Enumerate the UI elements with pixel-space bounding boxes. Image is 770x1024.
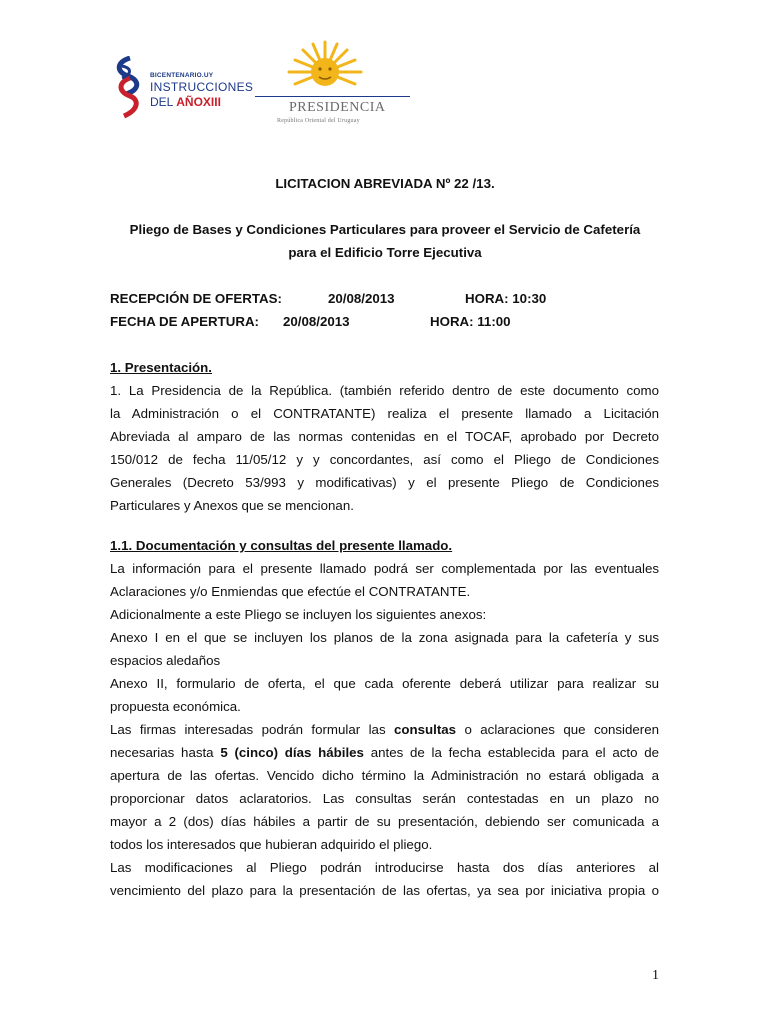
section11-heading: 1.1. Documentación y consultas del presente llamado. bbox=[110, 538, 453, 553]
paragraph-line: 150/012 de fecha 11/05/12 y y concordantes, así como el Pliego de Condiciones bbox=[110, 452, 659, 467]
presidencia-logo bbox=[255, 40, 420, 135]
paragraph-line: Particulares y Anexos que se mencionan. bbox=[110, 498, 354, 513]
header-logos bbox=[110, 40, 420, 140]
section11-paragraph bbox=[110, 557, 659, 902]
sun-icon bbox=[285, 40, 365, 100]
dias-habiles-bold: 5 (cinco) días hábiles bbox=[220, 745, 364, 760]
presidencia-rule bbox=[255, 96, 410, 98]
paragraph-line: apertura de las ofertas. Vencido dicho término la Administración no estará obligada a bbox=[110, 768, 659, 783]
bicentenario-year: AÑOXIII bbox=[176, 95, 221, 109]
bicentenario-big-text: INSTRUCCIONES bbox=[150, 80, 254, 94]
paragraph-line: Aclaraciones y/o Enmiendas que efectúe el CONTRATANTE. bbox=[110, 584, 471, 599]
paragraph-line-consultas: Las firmas interesadas podrán formular las consultas o aclaraciones que consideren bbox=[110, 722, 659, 737]
reception-time: HORA: 10:30 bbox=[465, 291, 547, 306]
paragraph-line: Anexo II, formulario de oferta, el que cada oferente deberá utilizar para realizar su bbox=[110, 676, 659, 691]
paragraph-line: Las modificaciones al Pliego podrán introducirse hasta dos días anteriores al bbox=[110, 860, 659, 875]
opening-label: FECHA DE APERTURA: bbox=[110, 314, 259, 329]
section1-heading: 1. Presentación. bbox=[110, 360, 212, 375]
opening-date: 20/08/2013 bbox=[283, 314, 350, 329]
paragraph-line: Adicionalmente a este Pliego se incluyen los siguientes anexos: bbox=[110, 607, 487, 622]
paragraph-line: mayor a 2 (dos) días hábiles a partir de su presentación, debiendo ser comunicada a bbox=[110, 814, 659, 829]
consultas-bold: consultas bbox=[394, 722, 457, 737]
bicentenario-small-text: BICENTENARIO.UY bbox=[150, 72, 214, 79]
paragraph-line: proporcionar datos aclaratorios. Las consultas serán contestadas en un plazo no bbox=[110, 791, 659, 806]
paragraph-line: La información para el presente llamado podrá ser complementada por las eventuales bbox=[110, 561, 659, 576]
paragraph-line-dias: necesarias hasta 5 (cinco) días hábiles antes de la fecha establecida para el acto de bbox=[110, 745, 659, 760]
document-subtitle-line1: Pliego de Bases y Condiciones Particulares para proveer el Servicio de Cafetería bbox=[129, 222, 641, 237]
document-title: LICITACION ABREVIADA Nº 22 /13. bbox=[275, 176, 495, 191]
page-number: 1 bbox=[652, 968, 659, 983]
paragraph-line: propuesta económica. bbox=[110, 699, 241, 714]
reception-date: 20/08/2013 bbox=[328, 291, 395, 306]
paragraph-line: vencimiento del plazo para la presentación de las ofertas, ya sea por iniciativa propia o bbox=[110, 883, 659, 898]
paragraph-line: espacios aledaños bbox=[110, 653, 221, 668]
document-subtitle-line2: para el Edificio Torre Ejecutiva bbox=[288, 245, 482, 260]
paragraph-line: Generales (Decreto 53/993 y modificativas) y el presente Pliego de Condiciones bbox=[110, 475, 659, 490]
presidencia-title: PRESIDENCIA bbox=[289, 100, 386, 115]
opening-time: HORA: 11:00 bbox=[430, 314, 511, 329]
paragraph-line: 1. La Presidencia de la República. (también referido dentro de este documento como bbox=[110, 383, 659, 398]
bicentenario-mark-icon bbox=[110, 56, 144, 120]
paragraph-line: todos los interesados que hubieran adquirido el pliego. bbox=[110, 837, 433, 852]
paragraph-line: Abreviada al amparo de las normas contenidas en el TOCAF, aprobado por Decreto bbox=[110, 429, 659, 444]
section1-paragraph bbox=[110, 379, 659, 517]
presidencia-subtitle: República Oriental del Uruguay bbox=[277, 118, 360, 124]
paragraph-line: la Administración o el CONTRATANTE) realiza el presente llamado a Licitación bbox=[110, 406, 659, 421]
bicentenario-del-text: DEL AÑOXIII bbox=[150, 95, 221, 109]
paragraph-line: Anexo I en el que se incluyen los planos de la zona asignada para la cafetería y sus bbox=[110, 630, 659, 645]
reception-label: RECEPCIÓN DE OFERTAS: bbox=[110, 291, 282, 306]
bicentenario-logo bbox=[110, 56, 254, 120]
